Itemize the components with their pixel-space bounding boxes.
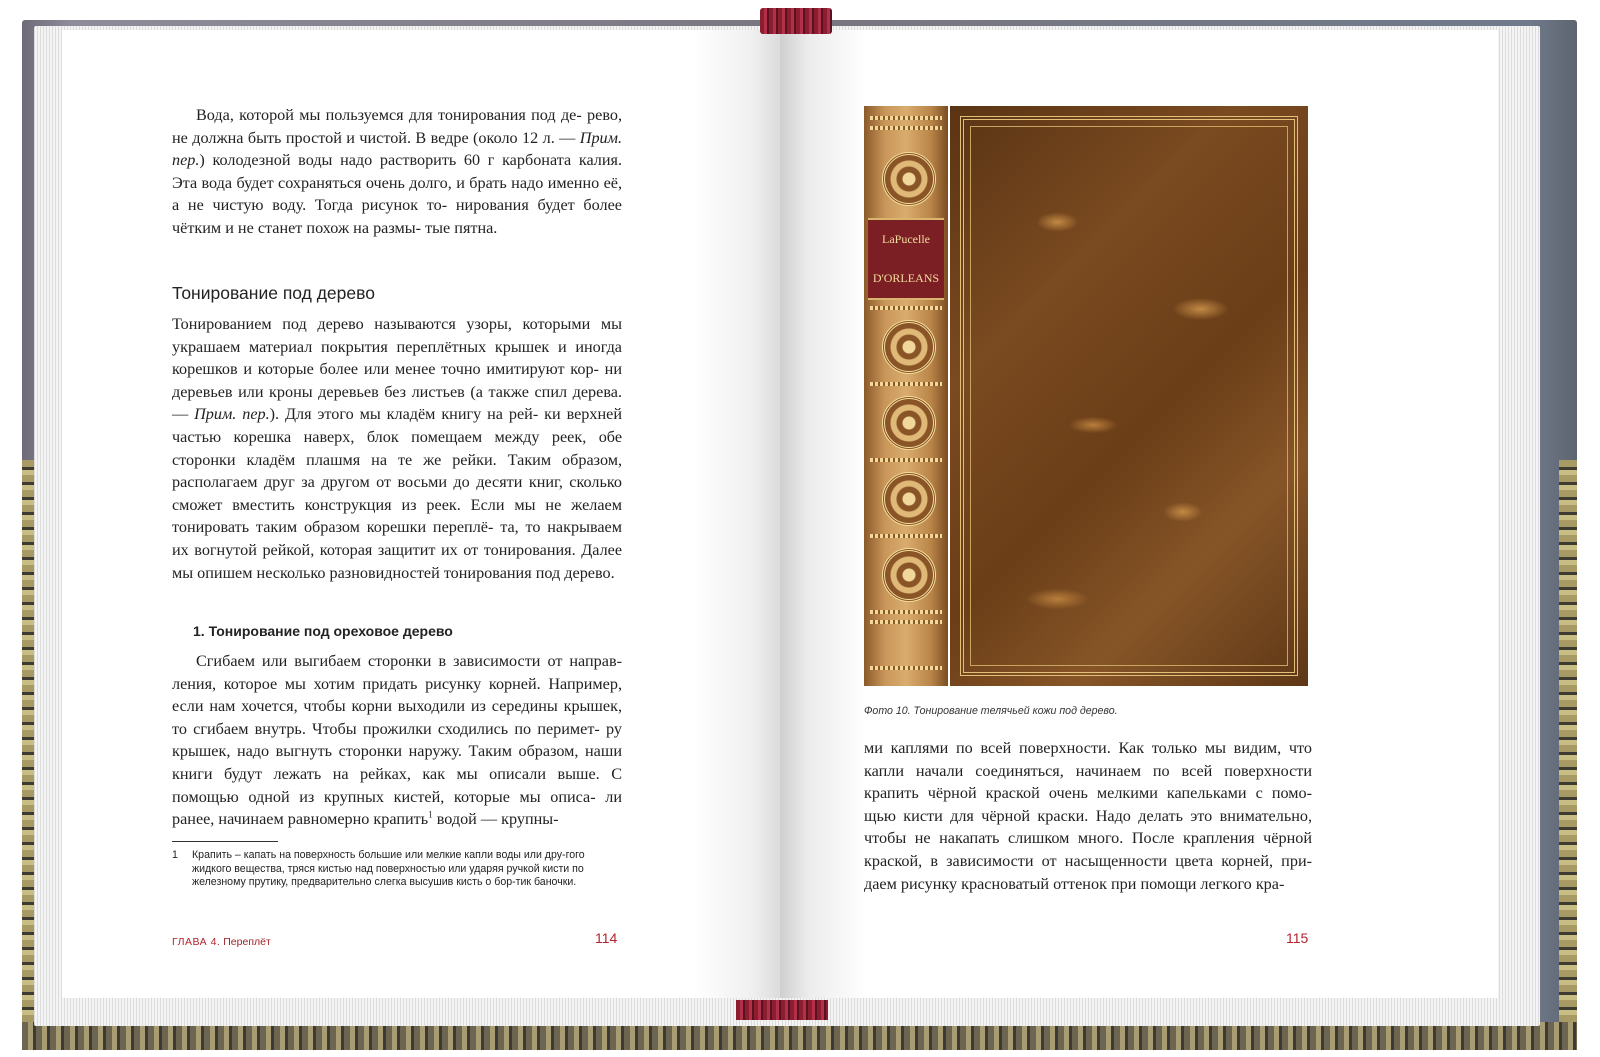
text-line: реек, обе сторонки кладём плашмя на те же рейки. Таким <box>172 427 623 469</box>
text-line: тонирования под дерево. <box>443 563 615 582</box>
text-line: дерева. — <box>172 382 622 424</box>
paragraph-wood-toning <box>172 313 622 584</box>
spine-band <box>870 534 942 538</box>
footnote <box>172 849 622 890</box>
text-line: корешков и которые более или менее точно имитируют кор- <box>172 360 599 379</box>
footnote-rule <box>172 841 278 842</box>
bookmark-ribbon <box>760 8 832 34</box>
spine-band <box>870 666 942 670</box>
spine-rosette <box>882 320 936 374</box>
cover-decoration-bottom <box>22 1022 1577 1050</box>
text-line: и брать надо именно её, а не чистую воду. Тогда рисунок то- <box>172 173 622 215</box>
text-line: капли начали соединяться, начинаем по всей поверхности <box>864 761 1312 780</box>
spine-title-line: D'ORLEANS <box>872 271 940 285</box>
footnote-text: Крапить – капать на поверхность большие или мелкие капли воды или дру-гого жидкого вещества, тряся кистью над поверхностью или ударяя ручкой кисти по железному прутику, предварительно слегка высушив кисть о бор-тик баночки. <box>192 849 585 889</box>
note-abbrev: Прим. пер. <box>194 405 270 424</box>
text-line: краской, в зависимости от насыщенности цвета корней, при- <box>864 851 1312 870</box>
text-line: наши книги будут лежать на рейках, как мы описали выше. <box>172 742 622 783</box>
text-line: если нам хочется, чтобы корни выходили из середины крышек, <box>172 697 622 716</box>
spine-band <box>870 382 942 386</box>
spine-band <box>870 620 942 624</box>
text-line: украшаем материал покрытия переплётных крышек и иногда <box>172 337 622 356</box>
text-line: Вода, которой мы пользуемся для тонирования под де- <box>196 106 582 124</box>
spine-rosette <box>882 152 936 206</box>
text-line: ) колодезной воды надо растворить 60 г <box>199 151 495 170</box>
text-line: ми каплями по всей поверхности. Как только мы видим, что <box>864 739 1312 757</box>
text-line: 12 л. — <box>522 128 576 147</box>
text-line: ли ранее, начинаем равномерно крапить <box>172 787 622 829</box>
spine-label <box>868 218 944 300</box>
text-line: щью кисти для чёрной краски. Надо делать это внимательно, <box>864 806 1312 825</box>
spine-band <box>870 116 942 120</box>
text-line: С помощью одной из крупных кистей, которые мы описа- <box>172 764 622 806</box>
text-line: ру крышек, надо выгнуть сторонки наружу. Таким образом, <box>172 719 622 761</box>
spine-title-line: LaPucelle <box>882 232 930 246</box>
text-line: Тонированием под дерево называются узоры, которыми мы <box>172 315 622 333</box>
paragraph-walnut <box>172 650 622 831</box>
spine-band <box>870 458 942 462</box>
book-photo <box>864 106 1308 686</box>
section-heading: Тонирование под дерево <box>172 283 375 303</box>
cover-decoration-right <box>1559 460 1577 1025</box>
page-number-left: 114 <box>595 930 618 946</box>
text-line: ни деревьев или кроны деревьев без листьев (а также спил <box>172 360 622 401</box>
page-number-right: 115 <box>1286 930 1309 946</box>
footnote-ref: 1 <box>428 809 433 820</box>
text-line: мы не желаем тонировать таким образом корешки переплё- <box>172 495 622 537</box>
text-line: то сгибаем внутрь. Чтобы прожилки сходились по перимет- <box>172 719 600 738</box>
spine-rosette <box>882 396 936 450</box>
text-line: образом, располагаем друг за другом от восьми до десяти <box>172 450 623 492</box>
footnote-number: 1 <box>172 849 178 861</box>
text-line: ления, которое мы хотим придать рисунку корней. Например, <box>172 674 622 693</box>
text-line: тонирования. Далее мы опишем несколько разновидностей <box>172 540 623 582</box>
text-line: книг, сколько сможет вместить конструкция из реек. Если <box>172 473 623 514</box>
text-line: даем рисунку красноватый оттенок при помощи легкого кра- <box>864 874 1285 893</box>
paragraph-water <box>172 104 622 240</box>
note-abbrev: Прим. пер. <box>172 128 623 170</box>
bookmark-ribbon-bottom <box>736 1000 828 1020</box>
text-line: рево, не должна быть простой и чистой. В ведре (около <box>172 106 622 147</box>
text-line: та, то накрываем их вогнутой рейкой, которая защитит их от <box>172 518 622 559</box>
spine-band <box>870 126 942 130</box>
text-line: крапить чёрной краской очень мелкими капельками с помо- <box>864 784 1312 803</box>
book-spine <box>864 106 948 686</box>
spine-rosette <box>882 472 936 526</box>
sub-heading: 1. Тонирование под ореховое дерево <box>193 623 453 639</box>
chapter-label: ГЛАВА 4. <box>172 936 221 948</box>
photo-caption: Фото 10. Тонирование телячьей кожи под дерево. <box>864 705 1118 717</box>
book-cover-board <box>950 106 1308 686</box>
chapter-title: Переплёт <box>223 936 271 948</box>
text-line: чтобы не накапать слишком много. После крапления чёрной <box>864 829 1312 848</box>
spine-band <box>870 610 942 614</box>
text-line: ки верхней частью корешка наверх, блок помещаем между <box>172 405 622 446</box>
spine-band <box>870 306 942 310</box>
spine-rosette <box>882 548 936 602</box>
text-line: ). Для этого мы кладём книгу на рей- <box>269 405 539 424</box>
text-line: водой — крупны- <box>432 810 559 829</box>
gilt-frame-inner <box>970 126 1288 666</box>
running-footer <box>172 936 271 948</box>
text-line: Сгибаем или выгибаем сторонки в зависимости от направ- <box>196 652 622 670</box>
text-line: тые пятна. <box>425 218 498 237</box>
text-line: карбоната калия. Эта вода будет сохраняться очень долго, <box>172 151 623 192</box>
paragraph-continuation <box>864 737 1312 895</box>
text-line: нирования будет более чётким и не станет похож на размы- <box>172 196 622 237</box>
